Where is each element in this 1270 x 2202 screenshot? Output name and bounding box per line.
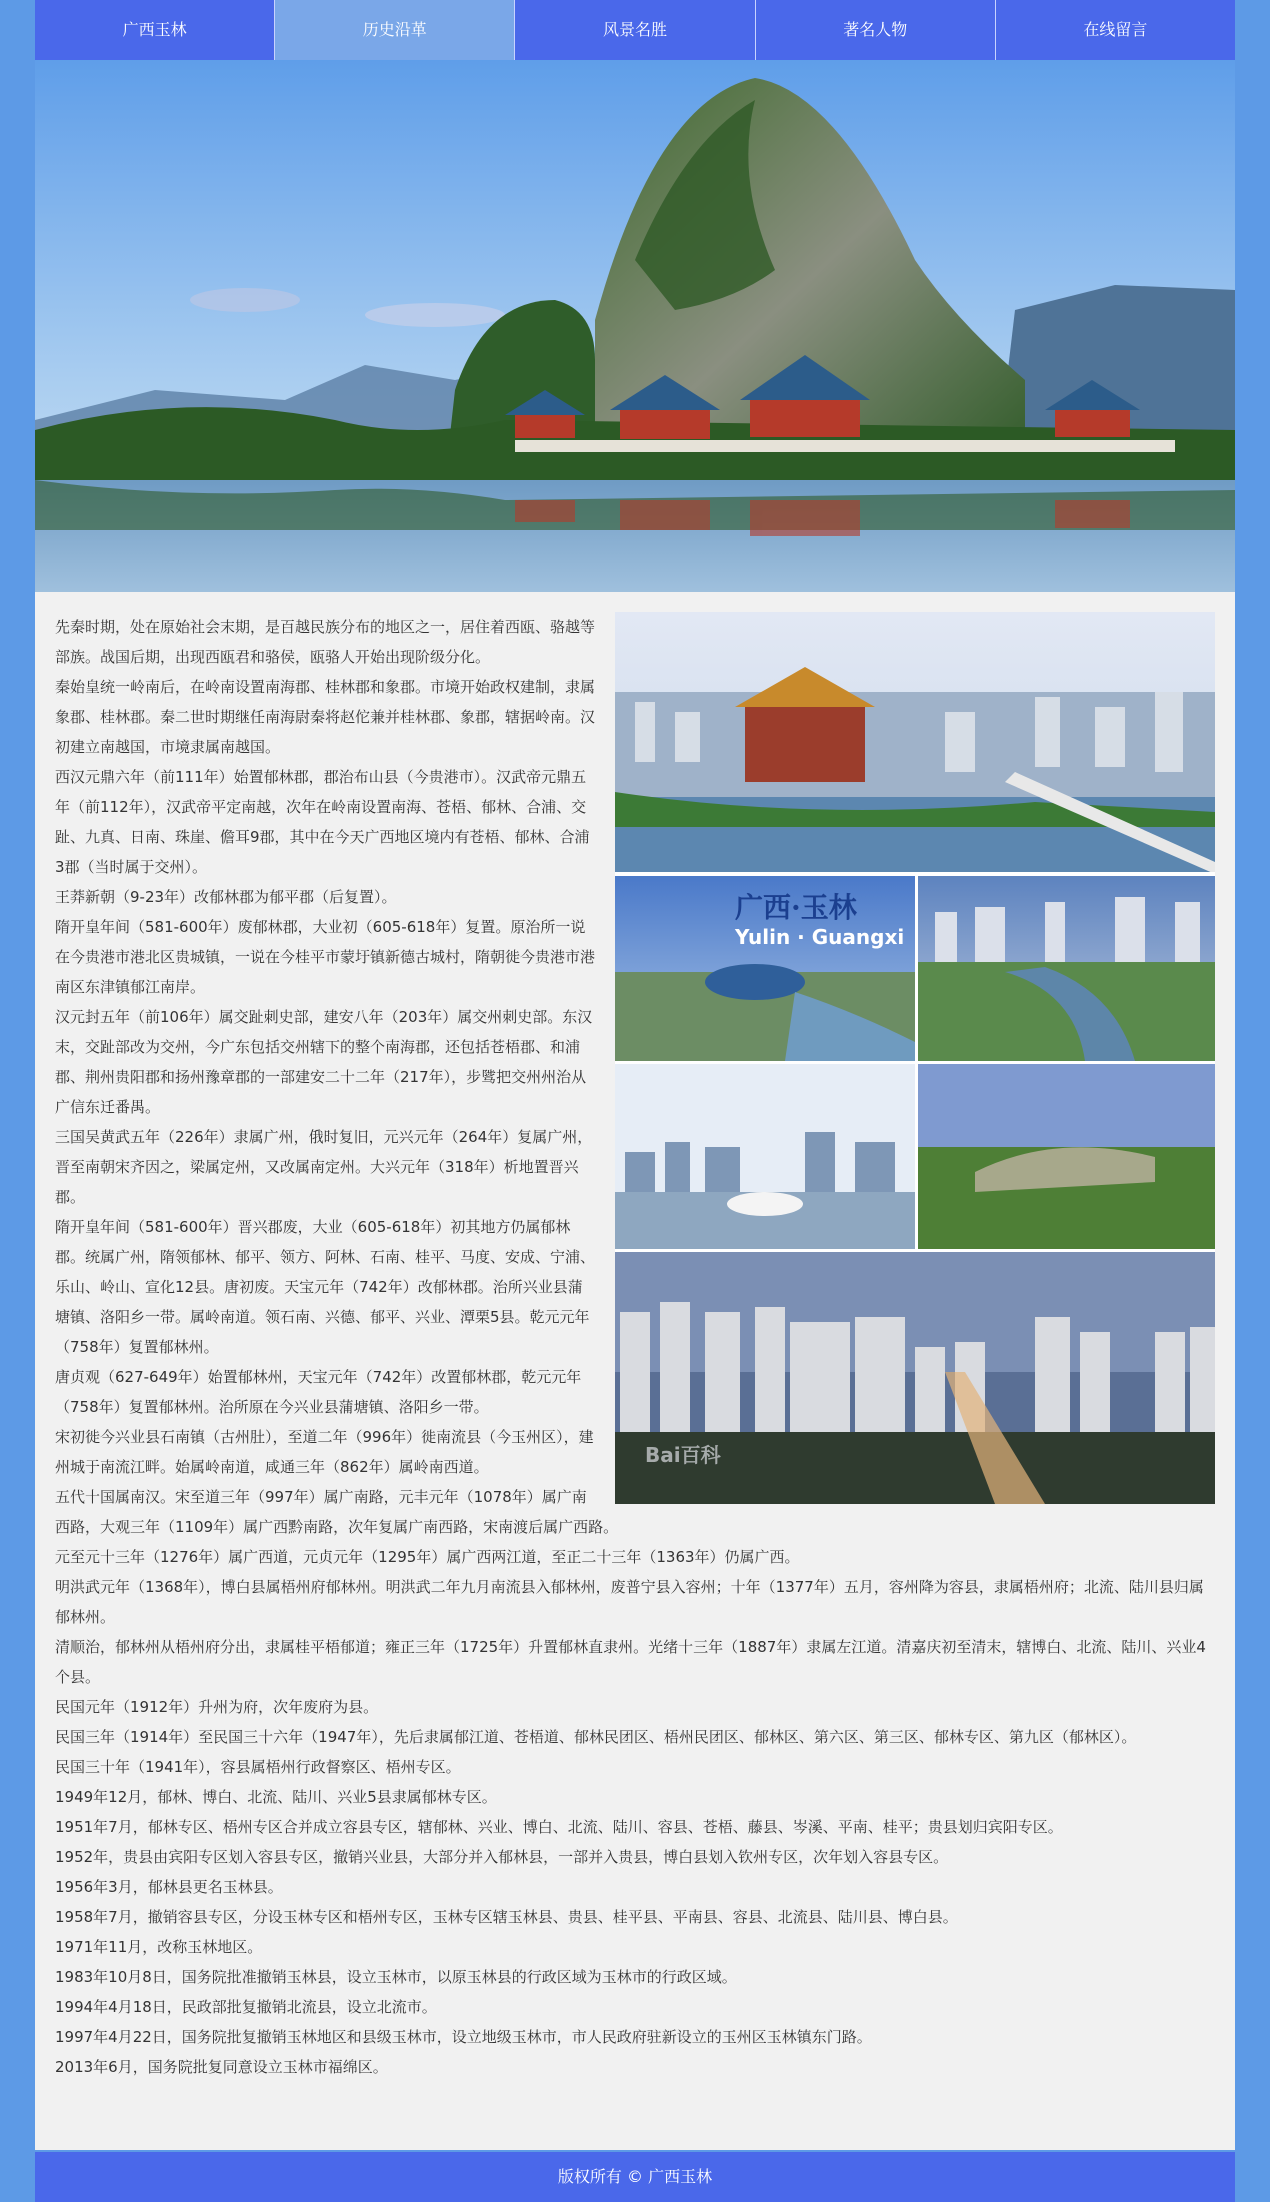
history-paragraph: 先秦时期，处在原始社会末期，是百越民族分布的地区之一，居住着西瓯、骆越等部族。战国后期，出现西瓯君和骆侯，瓯骆人开始出现阶级分化。 [55, 618, 596, 666]
history-content [35, 592, 1235, 2150]
collage-banner-subtitle: Yulin · Guangxi [735, 925, 905, 949]
history-paragraph: 隋开皇年间（581-600年）晋兴郡废，大业（605-618年）初其地方仍属郁林郡。统属广州，隋领郁林、郁平、领方、阿林、石南、桂平、马度、安成、宁浦、乐山、岭山、宣化12县。唐初废。天宝元年（742年）改郁林郡。治所兴业县蒲塘镇、洛阳乡一带。属岭南道。领石南、兴德、郁平、兴业、潭栗5县。乾元元年（758年）复置郁林州。 [55, 1218, 596, 1356]
nav-item-scenery[interactable]: 风景名胜 [515, 0, 755, 60]
nav-item-guangxi-yulin[interactable]: 广西玉林 [35, 0, 275, 60]
history-paragraph: 隋开皇年间（581-600年）废郁林郡，大业初（605-618年）复置。原治所一说在今贵港市港北区贵城镇，一说在今桂平市蒙圩镇新德古城村，隋朝徙今贵港市港南区东津镇郁江南岸。 [55, 918, 596, 996]
city-photo-collage [615, 612, 1215, 1504]
history-paragraph: 1952年，贵县由宾阳专区划入容县专区，撤销兴业县，大部分并入郁林县，一部并入贵县，博白县划入钦州专区，次年划入容县专区。 [55, 1848, 949, 1866]
history-paragraph: 清顺治，郁林州从梧州府分出，隶属桂平梧郁道；雍正三年（1725年）升置郁林直隶州。光绪十三年（1887年）隶属左江道。清嘉庆初至清末，辖博白、北流、陆川、兴业4个县。 [55, 1638, 1206, 1686]
history-paragraph: 民国三十年（1941年），容县属梧州行政督察区、梧州专区。 [55, 1758, 461, 1776]
copyright-text: 版权所有 © 广西玉林 [557, 2167, 713, 2186]
history-paragraph: 秦始皇统一岭南后，在岭南设置南海郡、桂林郡和象郡。市境开始政权建制，隶属象郡、桂林郡。秦二世时期继任南海尉秦将赵佗兼并桂林郡、象郡，辖据岭南。汉初建立南越国，市境隶属南越国。 [55, 678, 596, 756]
history-paragraph: 1997年4月22日，国务院批复撤销玉林地区和县级玉林市，设立地级玉林市，市人民政府驻新设立的玉州区玉林镇东门路。 [55, 2028, 872, 2046]
nav-item-history[interactable]: 历史沿革 [275, 0, 515, 60]
collage-watermark: Bai百科 [645, 1443, 721, 1467]
history-paragraph: 1971年11月，改称玉林地区。 [55, 1938, 263, 1956]
history-paragraph: 民国元年（1912年）升州为府，次年废府为县。 [55, 1698, 379, 1716]
history-paragraph: 西汉元鼎六年（前111年）始置郁林郡，郡治布山县（今贵港市）。汉武帝元鼎五年（前112年），汉武帝平定南越，次年在岭南设置南海、苍梧、郁林、合浦、交趾、九真、日南、珠崖、儋耳9郡，其中在今天广西地区境内有苍梧、郁林、合浦3郡（当时属于交州）。 [55, 768, 590, 876]
history-paragraph: 唐贞观（627-649年）始置郁林州，天宝元年（742年）改置郁林郡，乾元元年（758年）复置郁林州。治所原在今兴业县蒲塘镇、洛阳乡一带。 [55, 1368, 582, 1416]
top-nav [35, 0, 1235, 60]
collage-banner-title: 广西·玉林 [735, 891, 857, 924]
history-paragraph: 1949年12月，郁林、博白、北流、陆川、兴业5县隶属郁林专区。 [55, 1788, 497, 1806]
page-container [35, 0, 1235, 2202]
history-paragraph: 五代十国属南汉。宋至道三年（997年）属广南路，元丰元年（1078年）属广南西路，大观三年（1109年）属广西黔南路，次年复属广南西路，宋南渡后属广西路。 [55, 1488, 619, 1536]
history-paragraph: 2013年6月，国务院批复同意设立玉林市福绵区。 [55, 2058, 388, 2076]
history-paragraph: 1983年10月8日，国务院批准撤销玉林县，设立玉林市，以原玉林县的行政区域为玉林市的行政区域。 [55, 1968, 737, 1986]
history-paragraph: 王莽新朝（9-23年）改郁林郡为郁平郡（后复置）。 [55, 888, 397, 906]
site-footer [35, 2152, 1235, 2202]
history-paragraph: 1951年7月，郁林专区、梧州专区合并成立容县专区，辖郁林、兴业、博白、北流、陆川、容县、苍梧、藤县、岑溪、平南、桂平；贵县划归宾阳专区。 [55, 1818, 1063, 1836]
history-paragraph: 宋初徙今兴业县石南镇（古州肚），至道二年（996年）徙南流县（今玉州区），建州城于南流江畔。始属岭南道，咸通三年（862年）属岭南西道。 [55, 1428, 594, 1476]
history-paragraph: 元至元十三年（1276年）属广西道，元贞元年（1295年）属广西两江道，至正二十三年（1363年）仍属广西。 [55, 1548, 800, 1566]
history-paragraph: 明洪武元年（1368年），博白县属梧州府郁林州。明洪武二年九月南流县入郁林州，废普宁县入容州；十年（1377年）五月，容州降为容县，隶属梧州府；北流、陆川县归属郁林州。 [55, 1578, 1204, 1626]
hero-banner-image [35, 60, 1235, 592]
history-paragraph: 民国三年（1914年）至民国三十六年（1947年），先后隶属郁江道、苍梧道、郁林民团区、梧州民团区、郁林区、第六区、第三区、郁林专区、第九区（郁林区）。 [55, 1728, 1137, 1746]
history-paragraph: 1956年3月，郁林县更名玉林县。 [55, 1878, 283, 1896]
history-paragraph: 三国吴黄武五年（226年）隶属广州，俄时复旧，元兴元年（264年）复属广州，晋至南朝宋齐因之，梁属定州，又改属南定州。大兴元年（318年）析地置晋兴郡。 [55, 1128, 593, 1206]
history-paragraph: 1958年7月，撤销容县专区，分设玉林专区和梧州专区，玉林专区辖玉林县、贵县、桂平县、平南县、容县、北流县、陆川县、博白县。 [55, 1908, 958, 1926]
history-paragraph: 1994年4月18日，民政部批复撤销北流县，设立北流市。 [55, 1998, 437, 2016]
nav-item-online-message[interactable]: 在线留言 [1083, 20, 1148, 39]
nav-item-famous-people[interactable]: 著名人物 [756, 0, 996, 60]
history-paragraph: 汉元封五年（前106年）属交趾刺史部，建安八年（203年）属交州刺史部。东汉末，交趾部改为交州，今广东包括交州辖下的整个南海郡，还包括苍梧郡、和浦郡、荆州贵阳郡和扬州豫章郡的一部建安二十二年（217年），步骘把交州州治从广信东迁番禺。 [55, 1008, 593, 1116]
